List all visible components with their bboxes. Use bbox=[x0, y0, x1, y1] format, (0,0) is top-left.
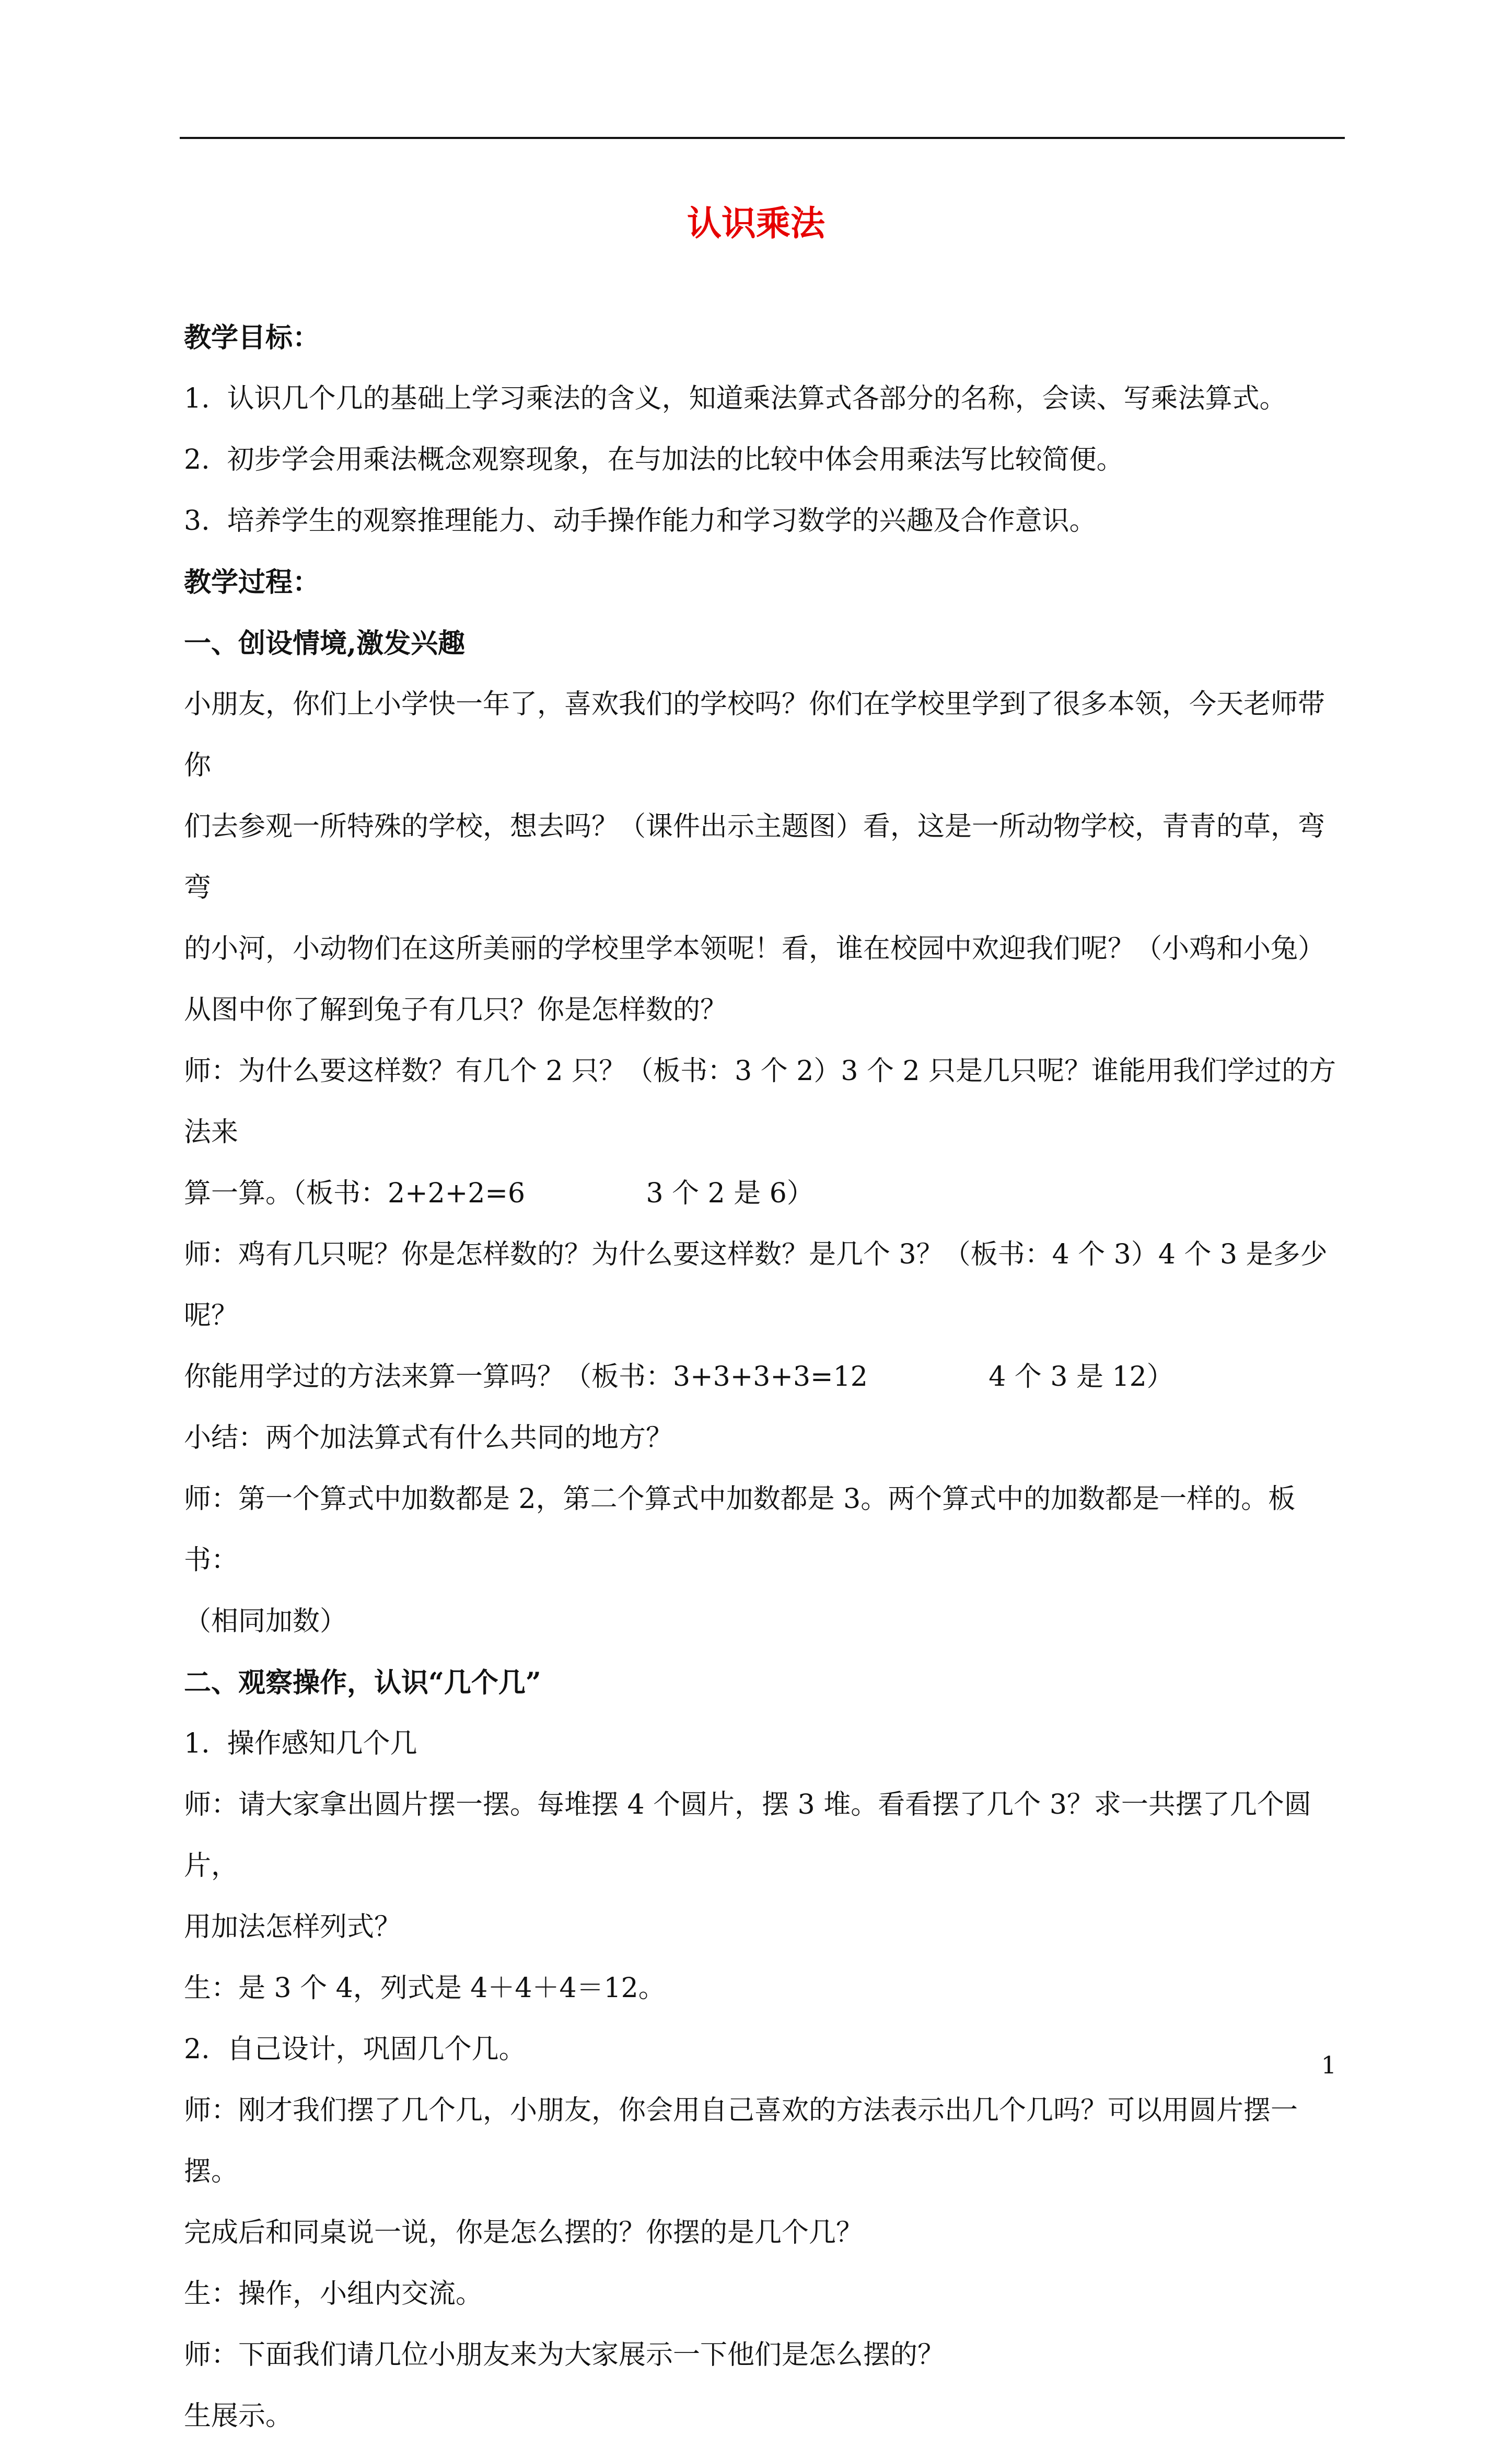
paragraph-line: 1. 认识几个几的基础上学习乘法的含义，知道乘法算式各部分的名称，会读、写乘法算式。 bbox=[184, 383, 1287, 414]
paragraph-line: 3. 培养学生的观察推理能力、动手操作能力和学习数学的兴趣及合作意识。 bbox=[184, 505, 1097, 537]
paragraph-line: 师：刚才我们摆了几个几，小朋友，你会用自己喜欢的方法表示出几个几吗？可以用圆片摆一摆。 bbox=[184, 2095, 1298, 2187]
paragraph-line: 们去参观一所特殊的学校，想去吗？（课件出示主题图）看，这是一所动物学校，青青的草，弯弯 bbox=[184, 811, 1325, 903]
paragraph-line: 2. 自己设计，巩固几个几。 bbox=[184, 2034, 526, 2065]
section-heading: 教学过程： bbox=[184, 566, 320, 598]
paragraph-line: 算一算。（板书：2+2+2=6 3 个 2 是 6） bbox=[184, 1178, 814, 1209]
paragraph-line: 的小河，小动物们在这所美丽的学校里学本领呢！看，谁在校园中欢迎我们呢？（小鸡和小兔） bbox=[184, 933, 1325, 965]
paragraph-line: 小结：两个加法算式有什么共同的地方？ bbox=[184, 1422, 673, 1454]
paragraph-line: 生：操作，小组内交流。 bbox=[184, 2278, 483, 2310]
paragraph-line: 生展示。 bbox=[184, 2400, 293, 2432]
paragraph-line: 小朋友，你们上小学快一年了，喜欢我们的学校吗？你们在学校里学到了很多本领，今天老师带你 bbox=[184, 689, 1325, 781]
section-heading: 教学目标： bbox=[184, 322, 320, 354]
paragraph-line: 师：请大家拿出圆片摆一摆。每堆摆 4 个圆片，摆 3 堆。看看摆了几个 3？求一共摆了几个圆片， bbox=[184, 1789, 1311, 1882]
paragraph-line: 师：第一个算式中加数都是 2，第二个算式中加数都是 3。两个算式中的加数都是一样的。板书： bbox=[184, 1483, 1296, 1576]
section-heading: 二、观察操作，认识“几个几” bbox=[184, 1667, 541, 1699]
paragraph-line: 完成后和同桌说一说，你是怎么摆的？你摆的是几个几？ bbox=[184, 2217, 864, 2248]
paragraph-line: 你能用学过的方法来算一算吗？（板书：3+3+3+3=12 4 个 3 是 12） bbox=[184, 1361, 1174, 1393]
section-heading: 一、创设情境,激发兴趣 bbox=[184, 628, 466, 659]
paragraph-line: 师：下面我们请几位小朋友来为大家展示一下他们是怎么摆的？ bbox=[184, 2339, 945, 2371]
paragraph-line: 1. 操作感知几个几 bbox=[184, 1728, 417, 1759]
paragraph-line: 用加法怎样列式？ bbox=[184, 1911, 402, 1943]
document-title: 认识乘法 bbox=[687, 203, 825, 243]
paragraph-line: 生：是 3 个 4，列式是 4＋4＋4＝12。 bbox=[184, 1973, 666, 2004]
paragraph-line: 从图中你了解到兔子有几只？你是怎样数的？ bbox=[184, 994, 728, 1026]
paragraph-line: 师：为什么要这样数？有几个 2 只？（板书：3 个 2）3 个 2 只是几只呢？谁能用我们学过的方法来 bbox=[184, 1056, 1336, 1148]
paragraph-line: 师：鸡有几只呢？你是怎样数的？为什么要这样数？是几个 3？（板书：4 个 3）4 个 3 是多少呢？ bbox=[184, 1239, 1328, 1331]
header-rule bbox=[180, 137, 1345, 139]
document-body bbox=[184, 307, 1345, 2447]
paragraph-line: 2. 初步学会用乘法概念观察现象，在与加法的比较中体会用乘法写比较简便。 bbox=[184, 444, 1124, 476]
page-number: 1 bbox=[1321, 2051, 1336, 2079]
paragraph-line: （相同加数） bbox=[184, 1606, 347, 1637]
